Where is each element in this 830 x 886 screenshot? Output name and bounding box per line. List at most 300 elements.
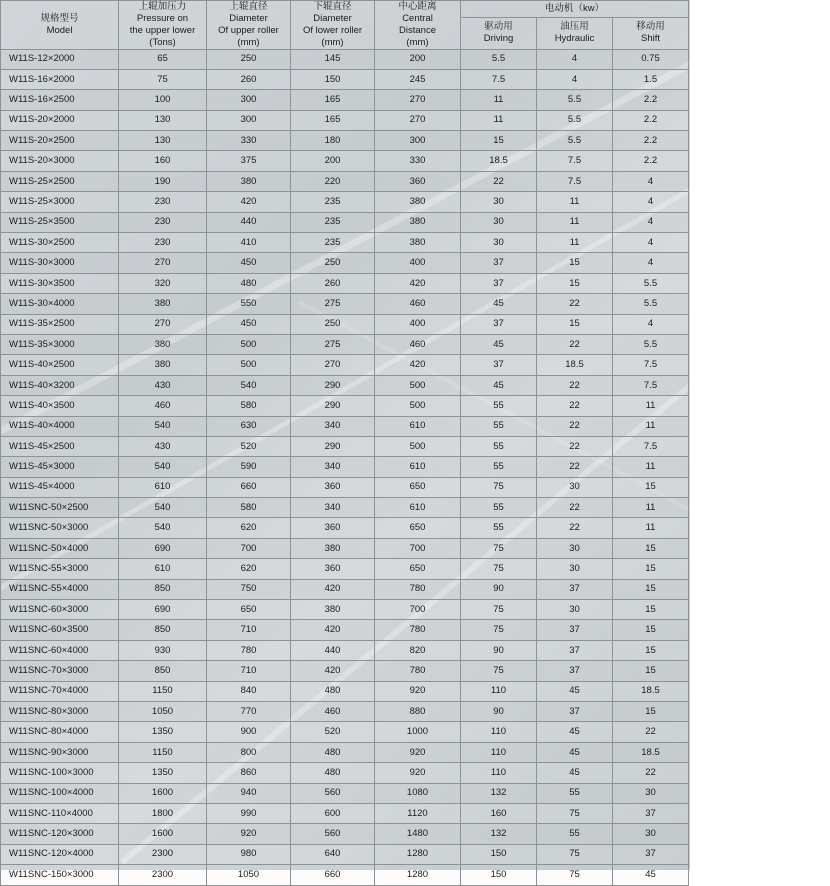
table-row (1, 90, 689, 110)
table-row (1, 334, 689, 354)
column-header-lower-diameter-en2: Of lower roller (302, 24, 363, 36)
column-header-central-distance (375, 1, 461, 50)
column-header-lower-diameter-unit: (mm) (321, 36, 344, 48)
cell-value: 480 (291, 681, 375, 701)
table-row (1, 131, 689, 151)
column-header-central-distance-en2: Distance (399, 24, 436, 36)
cell-value: 22 (537, 457, 613, 477)
cell-model: W11SNC-55×4000 (1, 579, 119, 599)
cell-value: 75 (461, 538, 537, 558)
cell-value: 22 (537, 294, 613, 314)
cell-value: 560 (291, 783, 375, 803)
table-row (1, 763, 689, 783)
cell-value: 500 (207, 355, 291, 375)
cell-value: 650 (207, 600, 291, 620)
cell-value: 250 (291, 314, 375, 334)
cell-value: 430 (119, 375, 207, 395)
cell-value: 15 (613, 600, 689, 620)
cell-value: 640 (291, 844, 375, 864)
cell-model: W11SNC-70×3000 (1, 661, 119, 681)
cell-value: 150 (461, 865, 537, 885)
cell-value: 520 (291, 722, 375, 742)
cell-value: 800 (207, 742, 291, 762)
table-row (1, 538, 689, 558)
column-header-model (1, 1, 119, 50)
cell-value: 340 (291, 457, 375, 477)
table-row (1, 498, 689, 518)
cell-value: 610 (119, 559, 207, 579)
cell-value: 400 (375, 253, 461, 273)
cell-value: 7.5 (613, 375, 689, 395)
cell-value: 1600 (119, 783, 207, 803)
cell-value: 770 (207, 702, 291, 722)
cell-value: 420 (375, 273, 461, 293)
cell-value: 37 (461, 355, 537, 375)
cell-value: 380 (119, 355, 207, 375)
cell-value: 580 (207, 498, 291, 518)
cell-value: 375 (207, 151, 291, 171)
cell-value: 15 (537, 314, 613, 334)
column-header-motor-cn: 电动机 (544, 2, 574, 14)
table-row (1, 518, 689, 538)
cell-value: 540 (119, 518, 207, 538)
cell-value: 7.5 (613, 355, 689, 375)
column-header-lower-diameter-en1: Diameter (313, 12, 352, 24)
cell-model: W11S-30×2500 (1, 233, 119, 253)
cell-value: 620 (207, 559, 291, 579)
cell-value: 15 (613, 559, 689, 579)
cell-value: 650 (375, 518, 461, 538)
cell-value: 780 (375, 620, 461, 640)
cell-value: 30 (461, 212, 537, 232)
cell-value: 380 (119, 334, 207, 354)
cell-model: W11SNC-60×4000 (1, 640, 119, 660)
column-header-hydraulic-cn: 油压用 (560, 21, 589, 33)
cell-model: W11S-45×3000 (1, 457, 119, 477)
cell-model: W11S-35×2500 (1, 314, 119, 334)
cell-value: 330 (207, 131, 291, 151)
cell-value: 45 (537, 763, 613, 783)
cell-value: 22 (613, 722, 689, 742)
cell-value: 5.5 (613, 334, 689, 354)
cell-value: 480 (207, 273, 291, 293)
cell-value: 22 (537, 375, 613, 395)
cell-value: 110 (461, 763, 537, 783)
cell-value: 37 (613, 803, 689, 823)
cell-value: 45 (537, 722, 613, 742)
column-header-upper-diameter (207, 1, 291, 50)
column-header-hydraulic-en: Hydraulic (554, 33, 595, 45)
table-row (1, 233, 689, 253)
cell-value: 420 (291, 579, 375, 599)
cell-value: 290 (291, 436, 375, 456)
cell-value: 380 (375, 212, 461, 232)
cell-value: 420 (375, 355, 461, 375)
cell-model: W11S-12×2000 (1, 49, 119, 69)
cell-value: 7.5 (613, 436, 689, 456)
table-row (1, 865, 689, 885)
column-header-motor (461, 1, 689, 18)
cell-value: 440 (291, 640, 375, 660)
cell-value: 4 (613, 192, 689, 212)
cell-value: 37 (461, 314, 537, 334)
cell-value: 1480 (375, 824, 461, 844)
column-header-model-cn: 规格型号 (40, 12, 79, 24)
cell-value: 11 (537, 233, 613, 253)
cell-value: 4 (613, 171, 689, 191)
cell-value: 660 (207, 477, 291, 497)
cell-model: W11S-25×3000 (1, 192, 119, 212)
cell-value: 260 (291, 273, 375, 293)
cell-value: 110 (461, 742, 537, 762)
cell-value: 690 (119, 538, 207, 558)
cell-value: 460 (375, 294, 461, 314)
cell-model: W11S-30×3500 (1, 273, 119, 293)
cell-value: 380 (375, 233, 461, 253)
cell-value: 275 (291, 334, 375, 354)
cell-value: 45 (461, 375, 537, 395)
cell-value: 5.5 (613, 294, 689, 314)
cell-value: 160 (119, 151, 207, 171)
table-row (1, 783, 689, 803)
table-row (1, 742, 689, 762)
cell-value: 360 (375, 171, 461, 191)
column-header-lower-diameter-cn: 下辊直径 (313, 1, 352, 12)
cell-value: 30 (537, 559, 613, 579)
cell-model: W11SNC-100×3000 (1, 763, 119, 783)
cell-value: 820 (375, 640, 461, 660)
cell-model: W11SNC-50×3000 (1, 518, 119, 538)
cell-value: 560 (291, 824, 375, 844)
cell-value: 270 (291, 355, 375, 375)
table-row (1, 824, 689, 844)
cell-value: 4 (613, 314, 689, 334)
table-row (1, 477, 689, 497)
cell-value: 18.5 (613, 681, 689, 701)
cell-model: W11S-25×2500 (1, 171, 119, 191)
cell-model: W11SNC-60×3500 (1, 620, 119, 640)
cell-value: 220 (291, 171, 375, 191)
cell-value: 900 (207, 722, 291, 742)
cell-value: 100 (119, 90, 207, 110)
cell-value: 110 (461, 681, 537, 701)
table-header (1, 1, 689, 50)
cell-value: 37 (537, 661, 613, 681)
cell-value: 130 (119, 110, 207, 130)
cell-value: 15 (613, 538, 689, 558)
table-row (1, 171, 689, 191)
cell-value: 700 (375, 600, 461, 620)
cell-value: 11 (461, 110, 537, 130)
cell-value: 630 (207, 416, 291, 436)
cell-value: 380 (375, 192, 461, 212)
cell-value: 1000 (375, 722, 461, 742)
cell-value: 700 (207, 538, 291, 558)
column-header-hydraulic (537, 17, 613, 49)
cell-value: 850 (119, 661, 207, 681)
cell-value: 37 (537, 702, 613, 722)
cell-value: 145 (291, 49, 375, 69)
cell-value: 920 (375, 742, 461, 762)
cell-value: 340 (291, 416, 375, 436)
table-row (1, 396, 689, 416)
column-header-motor-text (461, 3, 688, 15)
table-body (1, 49, 689, 885)
cell-model: W11S-20×2500 (1, 131, 119, 151)
table-row (1, 722, 689, 742)
column-header-pressure-en2: the upper lower (129, 24, 196, 36)
cell-value: 420 (291, 661, 375, 681)
cell-value: 4 (613, 212, 689, 232)
table-row (1, 661, 689, 681)
cell-value: 290 (291, 375, 375, 395)
cell-value: 780 (207, 640, 291, 660)
cell-value: 2.2 (613, 110, 689, 130)
column-header-motor-unit: （kw） (573, 2, 605, 14)
cell-model: W11S-25×3500 (1, 212, 119, 232)
cell-value: 4 (537, 49, 613, 69)
cell-value: 55 (461, 436, 537, 456)
cell-value: 7.5 (537, 171, 613, 191)
cell-value: 380 (291, 538, 375, 558)
cell-value: 1.5 (613, 69, 689, 89)
cell-model: W11SNC-150×3000 (1, 865, 119, 885)
cell-value: 15 (461, 131, 537, 151)
cell-model: W11SNC-110×4000 (1, 803, 119, 823)
cell-value: 780 (375, 661, 461, 681)
cell-model: W11SNC-100×4000 (1, 783, 119, 803)
cell-value: 500 (207, 334, 291, 354)
cell-value: 380 (207, 171, 291, 191)
cell-value: 200 (291, 151, 375, 171)
column-header-pressure (119, 1, 207, 50)
cell-value: 540 (119, 416, 207, 436)
cell-value: 360 (291, 477, 375, 497)
cell-value: 500 (375, 396, 461, 416)
cell-value: 22 (537, 436, 613, 456)
cell-value: 500 (375, 436, 461, 456)
cell-value: 15 (613, 661, 689, 681)
cell-value: 15 (613, 579, 689, 599)
column-header-driving-cn: 驱动用 (484, 21, 513, 33)
cell-value: 420 (207, 192, 291, 212)
column-header-pressure-cn: 上辊加压力 (138, 1, 187, 12)
cell-value: 460 (291, 702, 375, 722)
cell-value: 11 (613, 498, 689, 518)
table-row (1, 151, 689, 171)
cell-value: 15 (537, 253, 613, 273)
cell-value: 1800 (119, 803, 207, 823)
cell-model: W11S-20×3000 (1, 151, 119, 171)
cell-value: 230 (119, 212, 207, 232)
cell-value: 880 (375, 702, 461, 722)
cell-value: 500 (375, 375, 461, 395)
cell-value: 380 (119, 294, 207, 314)
cell-value: 37 (461, 253, 537, 273)
cell-value: 700 (375, 538, 461, 558)
column-header-upper-diameter-en2: Of upper roller (218, 24, 279, 36)
cell-value: 2300 (119, 844, 207, 864)
table-row (1, 844, 689, 864)
cell-value: 75 (537, 803, 613, 823)
cell-model: W11SNC-70×4000 (1, 681, 119, 701)
cell-value: 7.5 (537, 151, 613, 171)
cell-value: 710 (207, 661, 291, 681)
table-row (1, 314, 689, 334)
cell-value: 65 (119, 49, 207, 69)
cell-value: 90 (461, 579, 537, 599)
column-header-shift (613, 17, 689, 49)
cell-value: 360 (291, 518, 375, 538)
cell-value: 45 (537, 742, 613, 762)
cell-model: W11S-35×3000 (1, 334, 119, 354)
cell-value: 260 (207, 69, 291, 89)
cell-value: 75 (461, 600, 537, 620)
cell-model: W11S-40×3500 (1, 396, 119, 416)
cell-value: 930 (119, 640, 207, 660)
table-row (1, 681, 689, 701)
cell-value: 410 (207, 233, 291, 253)
cell-value: 55 (461, 457, 537, 477)
cell-value: 1050 (207, 865, 291, 885)
cell-value: 1280 (375, 865, 461, 885)
cell-value: 15 (613, 640, 689, 660)
table-row (1, 579, 689, 599)
cell-value: 250 (207, 49, 291, 69)
cell-value: 30 (613, 824, 689, 844)
table-row (1, 294, 689, 314)
cell-value: 480 (291, 742, 375, 762)
cell-value: 850 (119, 579, 207, 599)
table-row (1, 253, 689, 273)
cell-value: 75 (537, 844, 613, 864)
cell-value: 22 (613, 763, 689, 783)
column-header-shift-en: Shift (640, 33, 660, 45)
cell-value: 610 (119, 477, 207, 497)
cell-value: 11 (537, 212, 613, 232)
cell-value: 610 (375, 498, 461, 518)
cell-value: 45 (461, 334, 537, 354)
cell-value: 330 (375, 151, 461, 171)
cell-value: 55 (461, 518, 537, 538)
cell-value: 540 (119, 498, 207, 518)
cell-value: 11 (613, 416, 689, 436)
cell-value: 550 (207, 294, 291, 314)
cell-model: W11S-45×4000 (1, 477, 119, 497)
column-header-pressure-unit: (Tons) (149, 36, 176, 48)
cell-value: 420 (291, 620, 375, 640)
cell-model: W11SNC-120×4000 (1, 844, 119, 864)
cell-value: 132 (461, 783, 537, 803)
cell-value: 1120 (375, 803, 461, 823)
cell-value: 11 (613, 518, 689, 538)
cell-value: 230 (119, 233, 207, 253)
cell-value: 22 (537, 498, 613, 518)
table-row (1, 620, 689, 640)
cell-value: 980 (207, 844, 291, 864)
column-header-model-en: Model (46, 24, 73, 36)
cell-value: 300 (207, 110, 291, 130)
cell-value: 37 (537, 579, 613, 599)
cell-value: 11 (537, 192, 613, 212)
table-row (1, 640, 689, 660)
cell-value: 75 (461, 620, 537, 640)
cell-value: 650 (375, 559, 461, 579)
table-row (1, 49, 689, 69)
cell-value: 360 (291, 559, 375, 579)
cell-value: 2.2 (613, 151, 689, 171)
cell-value: 18.5 (613, 742, 689, 762)
cell-model: W11S-16×2500 (1, 90, 119, 110)
cell-value: 600 (291, 803, 375, 823)
cell-value: 75 (119, 69, 207, 89)
cell-value: 1150 (119, 681, 207, 701)
table-row (1, 192, 689, 212)
cell-value: 940 (207, 783, 291, 803)
cell-value: 4 (613, 253, 689, 273)
cell-model: W11S-40×4000 (1, 416, 119, 436)
cell-value: 5.5 (537, 90, 613, 110)
cell-value: 235 (291, 192, 375, 212)
cell-value: 300 (207, 90, 291, 110)
cell-model: W11S-40×2500 (1, 355, 119, 375)
cell-value: 15 (613, 620, 689, 640)
cell-value: 4 (537, 69, 613, 89)
cell-model: W11S-30×4000 (1, 294, 119, 314)
table-row (1, 212, 689, 232)
cell-value: 55 (461, 396, 537, 416)
table-row (1, 110, 689, 130)
cell-value: 660 (291, 865, 375, 885)
cell-value: 920 (375, 681, 461, 701)
cell-model: W11SNC-55×3000 (1, 559, 119, 579)
cell-value: 245 (375, 69, 461, 89)
cell-value: 18.5 (537, 355, 613, 375)
table-row (1, 436, 689, 456)
cell-value: 620 (207, 518, 291, 538)
cell-value: 275 (291, 294, 375, 314)
cell-value: 710 (207, 620, 291, 640)
cell-value: 5.5 (461, 49, 537, 69)
cell-value: 320 (119, 273, 207, 293)
cell-value: 22 (461, 171, 537, 191)
cell-value: 2.2 (613, 90, 689, 110)
cell-value: 22 (537, 334, 613, 354)
column-header-driving (461, 17, 537, 49)
cell-value: 235 (291, 233, 375, 253)
cell-value: 160 (461, 803, 537, 823)
cell-value: 300 (375, 131, 461, 151)
cell-value: 840 (207, 681, 291, 701)
column-header-upper-diameter-unit: (mm) (237, 36, 260, 48)
cell-value: 165 (291, 110, 375, 130)
cell-value: 18.5 (461, 151, 537, 171)
cell-value: 4 (613, 233, 689, 253)
cell-value: 30 (613, 783, 689, 803)
cell-value: 750 (207, 579, 291, 599)
cell-value: 2300 (119, 865, 207, 885)
cell-value: 22 (537, 416, 613, 436)
cell-value: 110 (461, 722, 537, 742)
table-row (1, 600, 689, 620)
cell-value: 270 (375, 90, 461, 110)
cell-value: 580 (207, 396, 291, 416)
cell-value: 270 (375, 110, 461, 130)
cell-value: 1600 (119, 824, 207, 844)
cell-value: 37 (461, 273, 537, 293)
cell-model: W11SNC-60×3000 (1, 600, 119, 620)
cell-value: 610 (375, 416, 461, 436)
